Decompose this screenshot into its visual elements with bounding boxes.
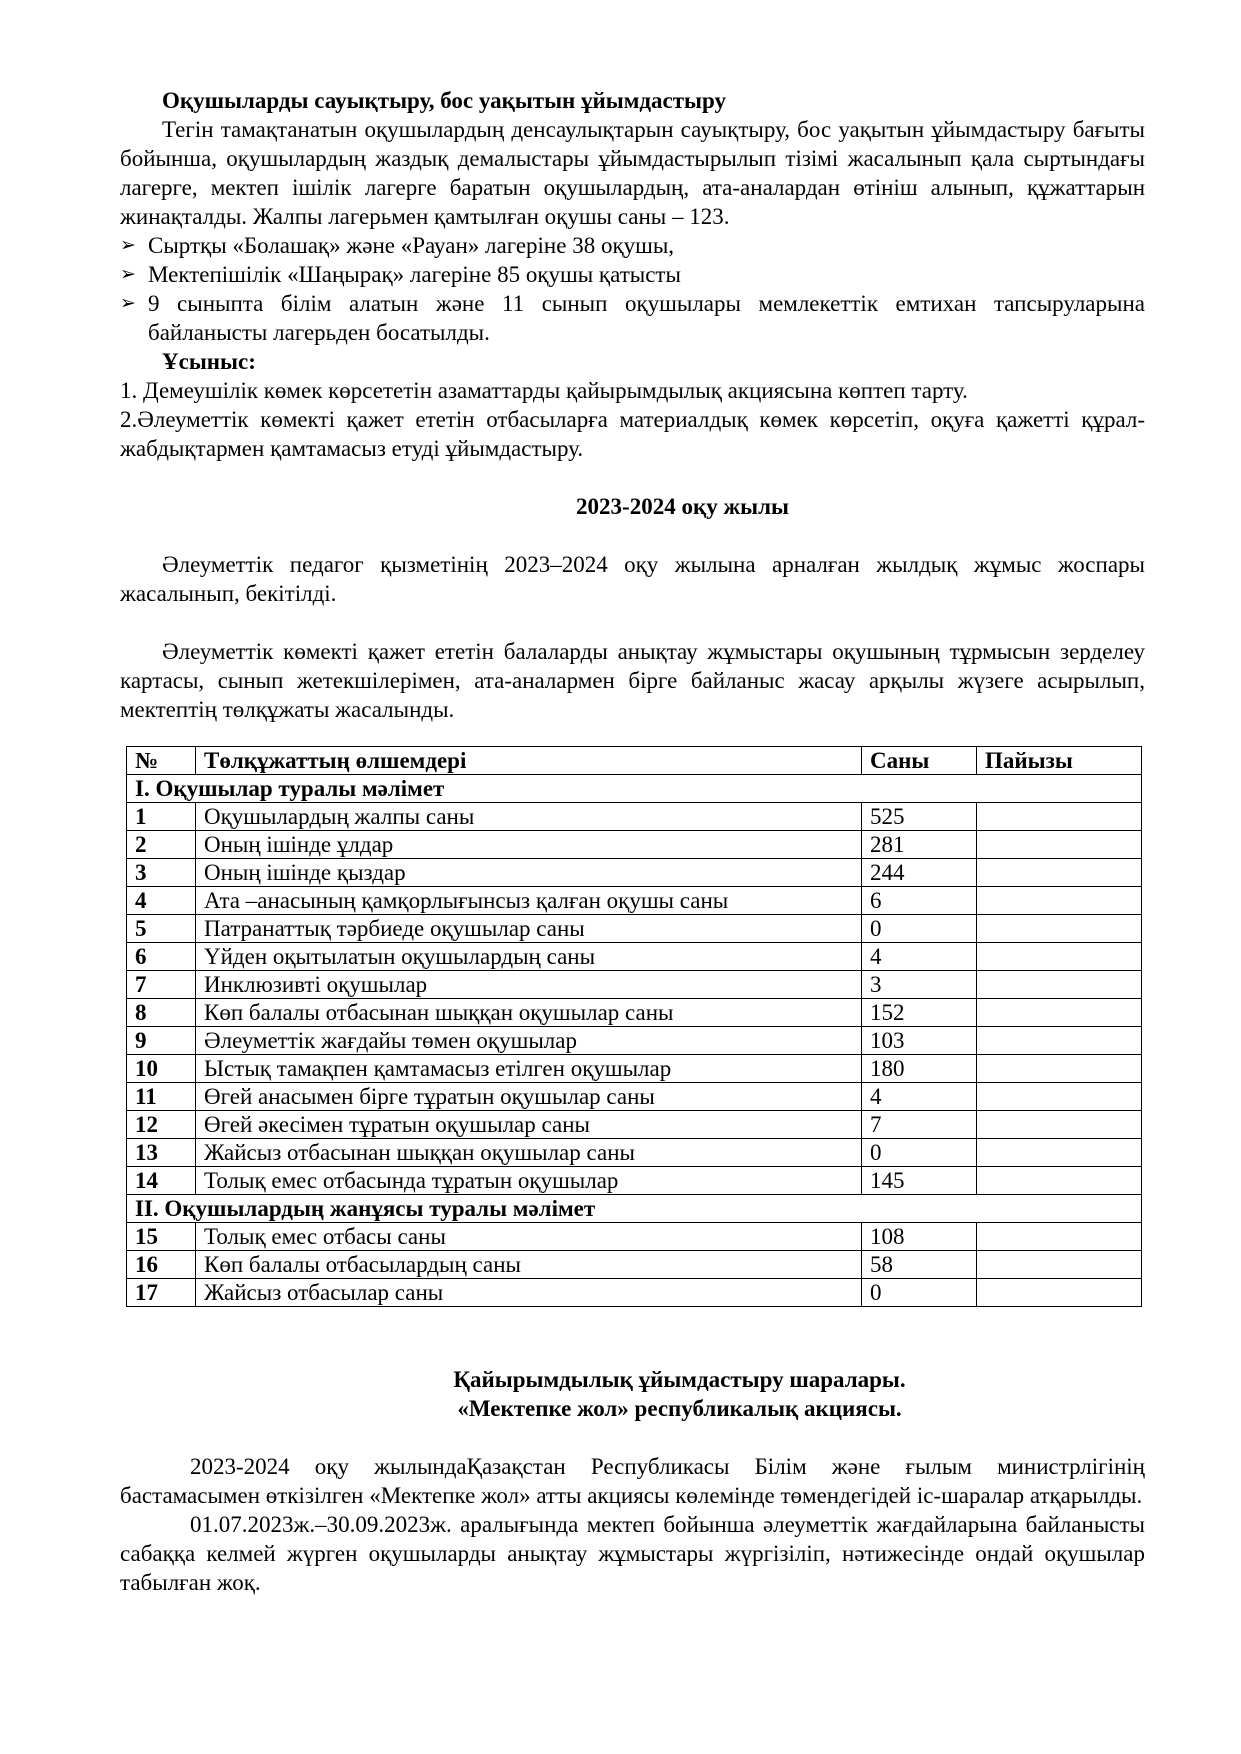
recommendation-title: Ұсыныс: bbox=[162, 349, 256, 374]
row-percent bbox=[977, 803, 1142, 831]
row-number: 14 bbox=[127, 1167, 196, 1195]
row-number: 16 bbox=[127, 1251, 196, 1279]
row-number: 12 bbox=[127, 1111, 196, 1139]
row-percent bbox=[977, 999, 1142, 1027]
row-count: 0 bbox=[862, 915, 977, 943]
bullet-item bbox=[120, 231, 1145, 260]
row-number: 7 bbox=[127, 971, 196, 999]
bullet-text: Сыртқы «Болашақ» және «Рауан» лагеріне 38 оқушы, bbox=[148, 233, 675, 258]
school-passport-table bbox=[126, 746, 1142, 1307]
row-number: 13 bbox=[127, 1139, 196, 1167]
row-number: 2 bbox=[127, 831, 196, 859]
bullet-item bbox=[120, 260, 1145, 289]
row-count: 281 bbox=[862, 831, 977, 859]
row-percent bbox=[977, 1251, 1142, 1279]
row-percent bbox=[977, 1279, 1142, 1307]
work-plan-paragraph: Әлеуметтік педагог қызметінің 2023–2024 оқу жылына арналған жылдық жұмыс жоспары жасалынып, бекітілді. bbox=[120, 552, 1145, 606]
header-percent: Пайызы bbox=[977, 747, 1142, 775]
header-count: Саны bbox=[862, 747, 977, 775]
row-percent bbox=[977, 887, 1142, 915]
row-count: 180 bbox=[862, 1055, 977, 1083]
table-row bbox=[127, 859, 1142, 887]
row-count: 244 bbox=[862, 859, 977, 887]
row-label: Ыстық тамақпен қамтамасыз етілген оқушылар bbox=[196, 1055, 862, 1083]
row-number: 9 bbox=[127, 1027, 196, 1055]
row-percent bbox=[977, 831, 1142, 859]
table-row bbox=[127, 887, 1142, 915]
table-row bbox=[127, 1111, 1142, 1139]
row-number: 6 bbox=[127, 943, 196, 971]
campaign-paragraph: 2023-2024 оқу жылындаҚазақстан Республикасы Білім және ғылым министрлігінің бастамасымен өткізілген «Мектепке жол» атты акциясы көлемінде төмендегідей іс-шаралар атқарылды. bbox=[120, 1454, 1145, 1508]
row-count: 7 bbox=[862, 1111, 977, 1139]
header-number: № bbox=[127, 747, 196, 775]
row-count: 4 bbox=[862, 1083, 977, 1111]
row-number: 4 bbox=[127, 887, 196, 915]
row-count: 4 bbox=[862, 943, 977, 971]
row-percent bbox=[977, 915, 1142, 943]
table-row bbox=[127, 971, 1142, 999]
family-rows bbox=[127, 1223, 1142, 1307]
bullet-item bbox=[120, 289, 1145, 347]
charity-title: Қайырымдылық ұйымдастыру шаралары. bbox=[453, 1367, 906, 1392]
row-count: 525 bbox=[862, 803, 977, 831]
table-row bbox=[127, 803, 1142, 831]
row-label: Оның ішінде ұлдар bbox=[196, 831, 862, 859]
campaign-title: «Мектепке жол» республикалық акциясы. bbox=[457, 1396, 902, 1421]
row-number: 1 bbox=[127, 803, 196, 831]
bullet-text: Мектепішілік «Шаңырақ» лагеріне 85 оқушы қатысты bbox=[148, 262, 681, 287]
row-label: Көп балалы отбасынан шыққан оқушылар саны bbox=[196, 999, 862, 1027]
arrow-bullet-icon: ➢ bbox=[120, 263, 136, 285]
table-row bbox=[127, 1055, 1142, 1083]
passport-paragraph: Әлеуметтік көмекті қажет ететін балаларды анықтау жұмыстары оқушының тұрмысын зерделеу картасы, сынып жетекшілерімен, ата-аналармен бірге байланыс жасау арқылы жүзеге асырылып, мектептің төлқұжаты жасалынды. bbox=[120, 639, 1145, 722]
row-label: Өгей әкесімен тұратын оқушылар саны bbox=[196, 1111, 862, 1139]
row-label: Жайсыз отбасынан шыққан оқушылар саны bbox=[196, 1139, 862, 1167]
academic-year-title: 2023-2024 оқу жылы bbox=[576, 494, 789, 519]
table-row bbox=[127, 999, 1142, 1027]
recommendation-item: 1. Демеушілік көмек көрсететін азаматтарды қайырымдылық акциясына көптеп тарту. bbox=[120, 378, 968, 403]
row-number: 5 bbox=[127, 915, 196, 943]
row-count: 103 bbox=[862, 1027, 977, 1055]
table-row bbox=[127, 1083, 1142, 1111]
camp-paragraph: Тегін тамақтанатын оқушылардың денсаулықтарын сауықтыру, бос уақытын ұйымдастыру бағыты бойынша, оқушылардың жаздық демалыстары ұйымдастырылып тізімі жасалынып қала сыртындағы лагерге, мектеп ішілік лагерге баратын оқушылардың, ата-аналардан өтініш алынып, құжаттарын жинақталды. Жалпы лагерьмен қамтылған оқушы саны – 123. bbox=[120, 117, 1145, 229]
row-label: Әлеуметтік жағдайы төмен оқушылар bbox=[196, 1027, 862, 1055]
row-percent bbox=[977, 1111, 1142, 1139]
row-label: Толық емес отбасында тұратын оқушылар bbox=[196, 1167, 862, 1195]
table-row bbox=[127, 915, 1142, 943]
table-header-row bbox=[127, 747, 1142, 775]
row-number: 17 bbox=[127, 1279, 196, 1307]
table-section-row bbox=[127, 775, 1142, 803]
row-count: 0 bbox=[862, 1139, 977, 1167]
row-percent bbox=[977, 1139, 1142, 1167]
row-percent bbox=[977, 1083, 1142, 1111]
section-title-recreation: Оқушыларды сауықтыру, бос уақытын ұйымдастыру bbox=[162, 88, 727, 113]
row-count: 108 bbox=[862, 1223, 977, 1251]
row-number: 15 bbox=[127, 1223, 196, 1251]
row-label: Патранаттық тәрбиеде оқушылар саны bbox=[196, 915, 862, 943]
row-count: 6 bbox=[862, 887, 977, 915]
row-count: 58 bbox=[862, 1251, 977, 1279]
header-criteria: Төлқұжаттың өлшемдері bbox=[196, 747, 862, 775]
table-row bbox=[127, 1251, 1142, 1279]
row-percent bbox=[977, 971, 1142, 999]
row-label: Оқушылардың жалпы саны bbox=[196, 803, 862, 831]
row-percent bbox=[977, 943, 1142, 971]
row-percent bbox=[977, 1223, 1142, 1251]
row-label: Үйден оқытылатын оқушылардың саны bbox=[196, 943, 862, 971]
arrow-bullet-icon: ➢ bbox=[120, 292, 136, 314]
section-students-info: I. Оқушылар туралы мәлімет bbox=[127, 775, 1142, 803]
arrow-bullet-icon: ➢ bbox=[120, 234, 136, 256]
table-row bbox=[127, 1167, 1142, 1195]
table-row bbox=[127, 1223, 1142, 1251]
row-percent bbox=[977, 1027, 1142, 1055]
row-count: 0 bbox=[862, 1279, 977, 1307]
row-percent bbox=[977, 1167, 1142, 1195]
camp-bullet-list bbox=[120, 231, 1145, 347]
row-percent bbox=[977, 859, 1142, 887]
table-row bbox=[127, 1139, 1142, 1167]
row-label: Көп балалы отбасылардың саны bbox=[196, 1251, 862, 1279]
row-label: Оның ішінде қыздар bbox=[196, 859, 862, 887]
recommendation-item: 2.Әлеуметтік көмекті қажет ететін отбасыларға материалдық көмек көрсетіп, оқуға қажетті құрал-жабдықтармен қамтамасыз етуді ұйымдастыру. bbox=[120, 407, 1145, 461]
section-family-info: II. Оқушылардың жанұясы туралы мәлімет bbox=[127, 1195, 1142, 1223]
table-row bbox=[127, 831, 1142, 859]
row-count: 145 bbox=[862, 1167, 977, 1195]
table-row bbox=[127, 943, 1142, 971]
result-paragraph: 01.07.2023ж.–30.09.2023ж. аралығында мектеп бойынша әлеуметтік жағдайларына байланысты сабаққа келмей жүрген оқушыларды анықтау жұмыстары жүргізіліп, нәтижесінде ондай оқушылар табылған жоқ. bbox=[120, 1512, 1145, 1595]
bullet-text: 9 сыныпта білім алатын және 11 сынып оқушылары мемлекеттік емтихан тапсыруларына байланысты лагерьден босатылды. bbox=[148, 291, 1145, 345]
row-percent bbox=[977, 1055, 1142, 1083]
row-number: 3 bbox=[127, 859, 196, 887]
row-label: Инклюзивті оқушылар bbox=[196, 971, 862, 999]
document-page bbox=[120, 86, 1145, 1597]
table-row bbox=[127, 1027, 1142, 1055]
row-label: Толық емес отбасы саны bbox=[196, 1223, 862, 1251]
row-number: 8 bbox=[127, 999, 196, 1027]
row-number: 10 bbox=[127, 1055, 196, 1083]
table-section-row bbox=[127, 1195, 1142, 1223]
students-rows bbox=[127, 803, 1142, 1195]
row-label: Жайсыз отбасылар саны bbox=[196, 1279, 862, 1307]
row-count: 152 bbox=[862, 999, 977, 1027]
row-count: 3 bbox=[862, 971, 977, 999]
table-row bbox=[127, 1279, 1142, 1307]
row-label: Ата –анасының қамқорлығынсыз қалған оқушы саны bbox=[196, 887, 862, 915]
row-number: 11 bbox=[127, 1083, 196, 1111]
row-label: Өгей анасымен бірге тұратын оқушылар саны bbox=[196, 1083, 862, 1111]
